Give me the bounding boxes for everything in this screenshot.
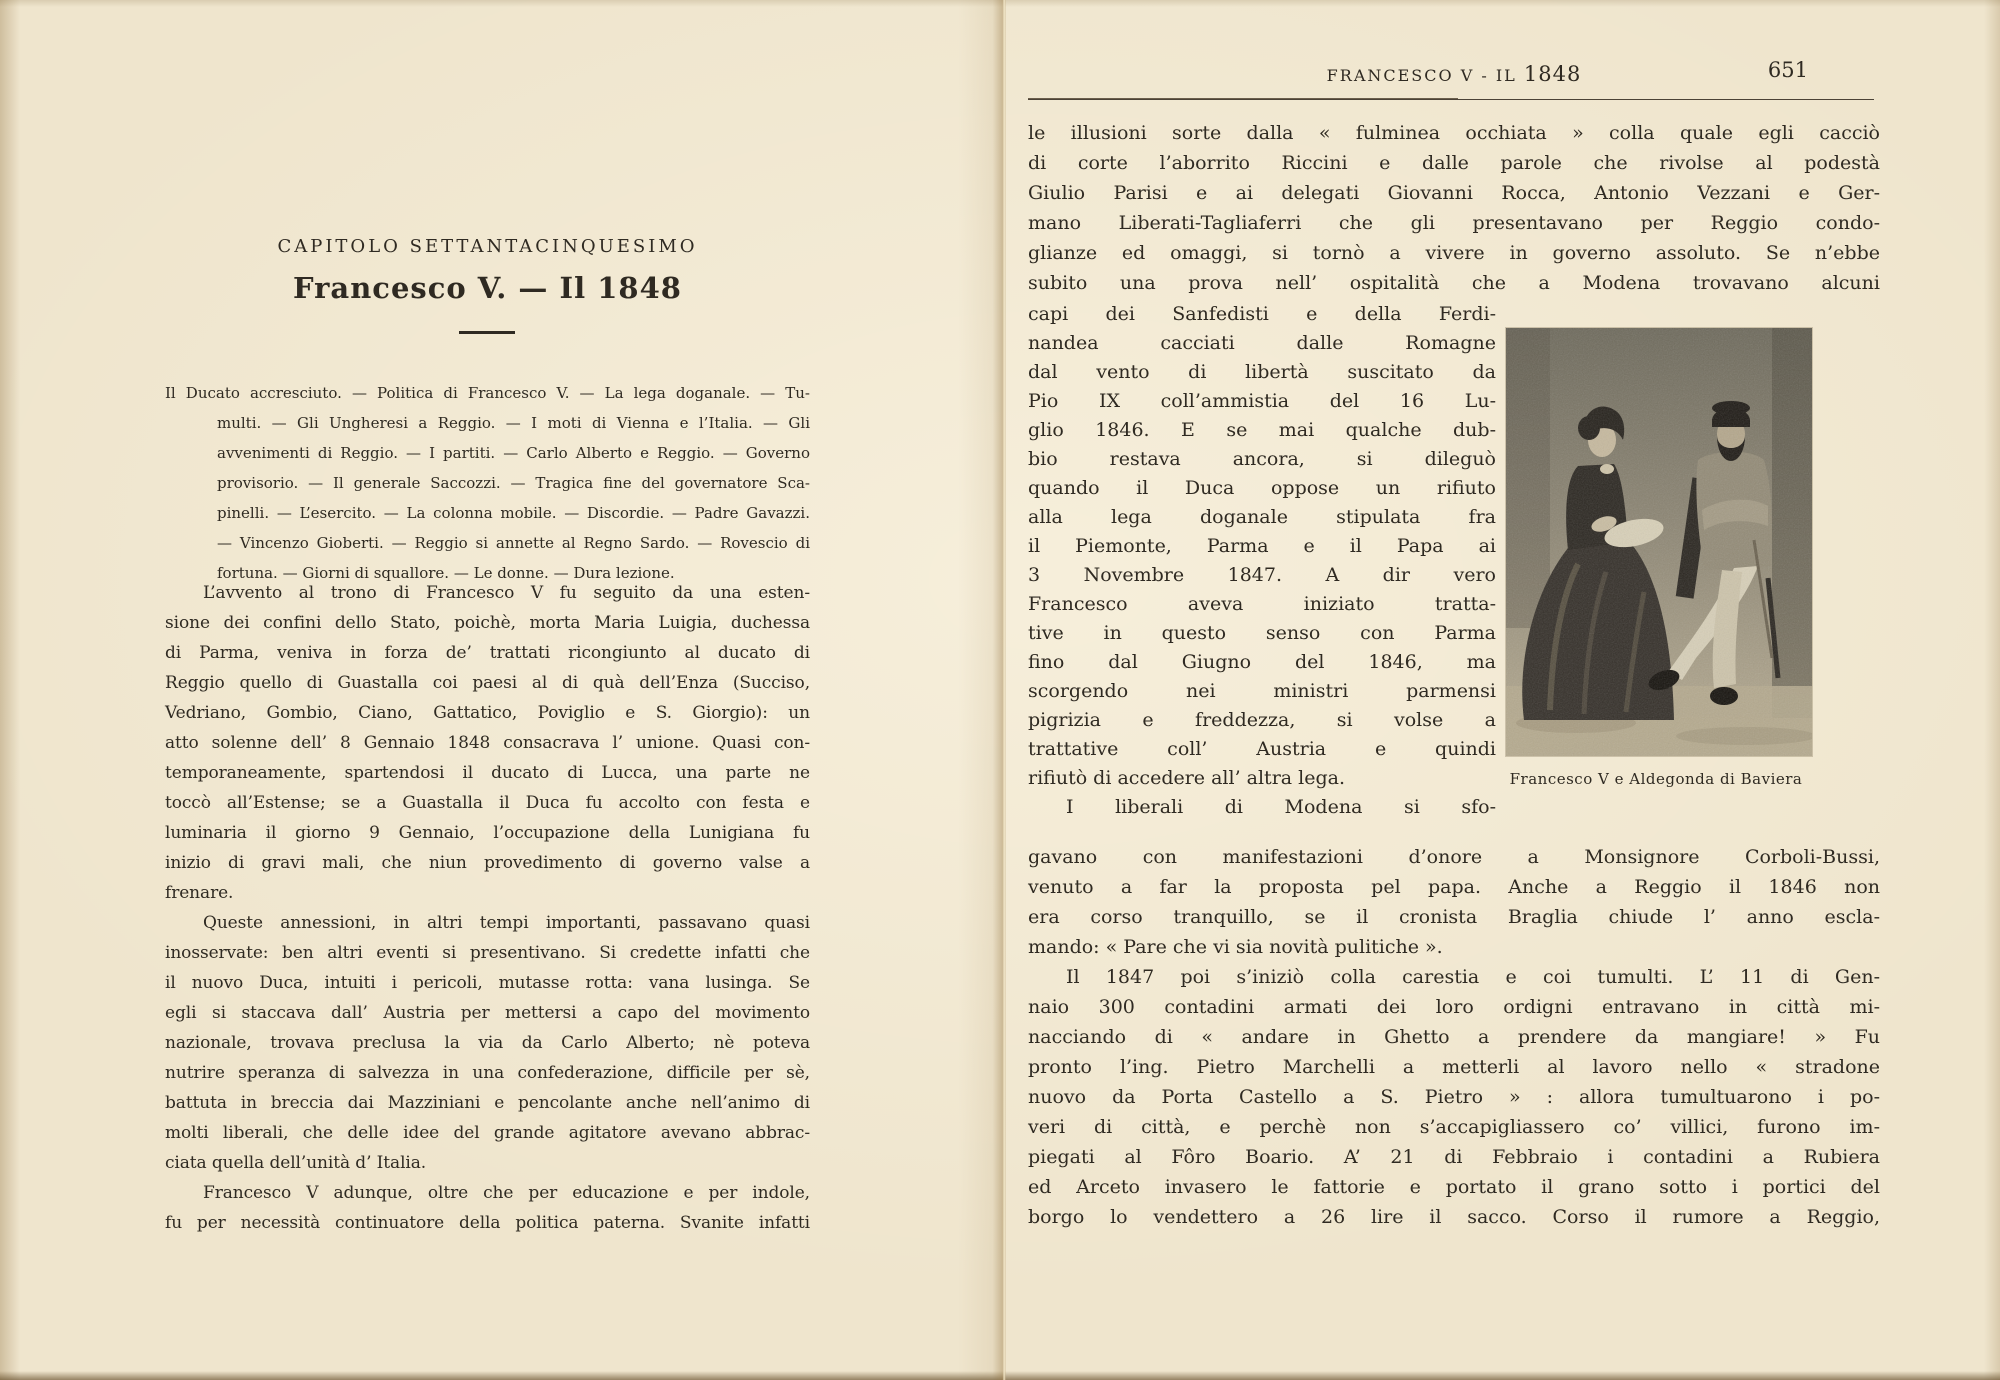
running-header-year: 1848	[1523, 62, 1582, 86]
text-line: alla lega doganale stipulata fra	[1028, 506, 1496, 528]
portrait-photo	[1506, 328, 1812, 756]
page-gutter-shadow	[958, 0, 1006, 1380]
text-line: il nuovo Duca, intuiti i pericoli, mutasse rotta: vana lusinga. Se	[165, 973, 810, 993]
text-line: il Piemonte, Parma e il Papa ai	[1028, 535, 1496, 557]
text-line: nutrire speranza di salvezza in una confederazione, difficile per sè,	[165, 1063, 810, 1083]
text-line: toccò all’Estense; se a Guastalla il Duca fu accolto con festa e	[165, 793, 810, 813]
text-line: I liberali di Modena si sfo-	[1066, 796, 1496, 818]
text-line: capi dei Sanfedisti e della Ferdi-	[1028, 303, 1496, 325]
text-line: subito una prova nell’ ospitalità che a Modena trovavano alcuni	[1028, 272, 1880, 294]
text-line: era corso tranquillo, se il cronista Braglia chiude l’ anno escla-	[1028, 906, 1880, 928]
photo-caption: Francesco V e Aldegonda di Baviera	[1509, 770, 1803, 788]
text-line: le illusioni sorte dalla « fulminea occhiata » colla quale egli cacciò	[1028, 122, 1880, 144]
text-line: Giulio Parisi e ai delegati Giovanni Rocca, Antonio Vezzani e Ger-	[1028, 182, 1880, 204]
text-line: L’avvento al trono di Francesco V fu seguito da una esten-	[203, 583, 810, 603]
text-line: nacciando di « andare in Ghetto a prendere da mangiare! » Fu	[1028, 1026, 1880, 1048]
text-line: Queste annessioni, in altri tempi importanti, passavano quasi	[203, 913, 810, 933]
text-line: egli si staccava dall’ Austria per mettersi a capo del movimento	[165, 1003, 810, 1023]
text-line: fu per necessità continuatore della politica paterna. Svanite infatti	[165, 1213, 810, 1233]
text-line: multi. — Gli Ungheresi a Reggio. — I moti di Vienna e l’Italia. — Gli	[217, 414, 810, 432]
text-line: ciata quella dell’unità d’ Italia.	[165, 1153, 427, 1173]
text-line: bio restava ancora, si dileguò	[1028, 448, 1496, 470]
portrait-photo-illustration	[1506, 328, 1812, 756]
text-line: temporaneamente, spartendosi il ducato di Lucca, una parte ne	[165, 763, 810, 783]
text-line: rifiutò di accedere all’ altra lega.	[1028, 767, 1345, 789]
text-line: inosservate: ben altri eventi si presentivano. Si credette infatti che	[165, 943, 810, 963]
text-line: battuta in breccia dai Mazziniani e pencolante anche nell’animo di	[165, 1093, 810, 1113]
text-line: gavano con manifestazioni d’onore a Monsignore Corboli-Bussi,	[1028, 846, 1880, 868]
text-line: inizio di gravi mali, che niun provedimento di governo valse a	[165, 853, 810, 873]
text-line: Reggio quello di Guastalla coi paesi al di quà dell’Enza (Succiso,	[165, 673, 810, 693]
text-line: Il 1847 poi s’iniziò colla carestia e coi tumulti. L’ 11 di Gen-	[1066, 966, 1880, 988]
text-line: dal vento di libertà suscitato da	[1028, 361, 1496, 383]
text-line: fortuna. — Giorni di squallore. — Le donne. — Dura lezione.	[217, 564, 675, 582]
right-page-top-text	[1028, 118, 1880, 298]
text-line: glianze ed omaggi, si tornò a vivere in governo assoluto. Se n’ebbe	[1028, 242, 1880, 264]
text-line: quando il Duca oppose un rifiuto	[1028, 477, 1496, 499]
text-line: mando: « Pare che vi sia novità pulitiche ».	[1028, 936, 1443, 958]
chapter-heading: CAPITOLO SETTANTACINQUESIMO	[277, 236, 698, 257]
text-line: provisorio. — Il generale Saccozzi. — Tragica fine del governatore Sca-	[217, 474, 810, 492]
page-number: 651	[1767, 58, 1808, 82]
text-line: avvenimenti di Reggio. — I partiti. — Carlo Alberto e Reggio. — Governo	[217, 444, 810, 462]
text-line: pigrizia e freddezza, si volse a	[1028, 709, 1496, 731]
text-line: mano Liberati-Tagliaferri che gli presentavano per Reggio condo-	[1028, 212, 1880, 234]
text-line: Francesco V adunque, oltre che per educazione e per indole,	[203, 1183, 810, 1203]
text-line: 3 Novembre 1847. A dir vero	[1028, 564, 1496, 586]
text-line: — Vincenzo Gioberti. — Reggio si annette al Regno Sardo. — Rovescio di	[217, 534, 810, 552]
text-line: nandea cacciati dalle Romagne	[1028, 332, 1496, 354]
text-line: pinelli. — L’esercito. — La colonna mobile. — Discordie. — Padre Gavazzi.	[217, 504, 810, 522]
text-line: atto solenne dell’ 8 Gennaio 1848 consacrava l’ unione. Quasi con-	[165, 733, 810, 753]
scan-edge-right	[1984, 0, 2000, 1380]
text-line: Il Ducato accresciuto. — Politica di Francesco V. — La lega doganale. — Tu-	[165, 384, 810, 402]
text-line: glio 1846. E se mai qualche dub-	[1028, 419, 1496, 441]
left-page-body-text	[165, 578, 810, 1238]
text-line: Francesco aveva iniziato tratta-	[1028, 593, 1496, 615]
text-line: molti liberali, che delle idee del grande agitatore avevano abbrac-	[165, 1123, 810, 1143]
right-page-bottom-text	[1028, 842, 1880, 1232]
text-line: fino dal Giugno del 1846, ma	[1028, 651, 1496, 673]
text-line: luminaria il giorno 9 Gennaio, l’occupazione della Lunigiana fu	[165, 823, 810, 843]
right-page-column-text	[1028, 300, 1496, 822]
text-line: Vedriano, Gombio, Ciano, Gattatico, Poviglio e S. Giorgio): un	[165, 703, 810, 723]
header-rule	[1028, 99, 1874, 100]
text-line: Pio IX coll’ammistia del 16 Lu-	[1028, 390, 1496, 412]
scan-edge-left	[0, 0, 20, 1380]
text-line: trattative coll’ Austria e quindi	[1028, 738, 1496, 760]
text-line: venuto a far la proposta pel papa. Anche a Reggio il 1846 non	[1028, 876, 1880, 898]
text-line: veri di città, e perchè non s’accapigliassero co’ villici, furono im-	[1028, 1116, 1880, 1138]
text-line: borgo lo vendettero a 26 lire il sacco. Corso il rumore a Reggio,	[1028, 1206, 1880, 1228]
text-line: frenare.	[165, 883, 234, 903]
text-line: piegati al Fôro Boario. A’ 21 di Febbraio i contadini a Rubiera	[1028, 1146, 1880, 1168]
text-line: pronto l’ing. Pietro Marchelli a metterli al lavoro nello « stradone	[1028, 1056, 1880, 1078]
running-header-text: FRANCESCO V - IL	[1326, 66, 1517, 85]
title-rule	[459, 331, 515, 334]
chapter-title: Francesco V. — Il 1848	[293, 271, 682, 305]
text-line: scorgendo nei ministri parmensi	[1028, 680, 1496, 702]
text-line: tive in questo senso con Parma	[1028, 622, 1496, 644]
text-line: sione dei confini dello Stato, poichè, morta Maria Luigia, duchessa	[165, 613, 810, 633]
text-line: naio 300 contadini armati dei loro ordigni entravano in città mi-	[1028, 996, 1880, 1018]
text-line: nazionale, trovava preclusa la via da Carlo Alberto; nè poteva	[165, 1033, 810, 1053]
text-line: nuovo da Porta Castello a S. Pietro » : allora tumultuarono i po-	[1028, 1086, 1880, 1108]
chapter-summary	[165, 378, 810, 588]
text-line: di Parma, veniva in forza de’ trattati ricongiunto al ducato di	[165, 643, 810, 663]
text-line: ed Arceto invasero le fattorie e portato il grano sotto i portici del	[1028, 1176, 1880, 1198]
text-line: di corte l’aborrito Riccini e dalle parole che rivolse al podestà	[1028, 152, 1880, 174]
